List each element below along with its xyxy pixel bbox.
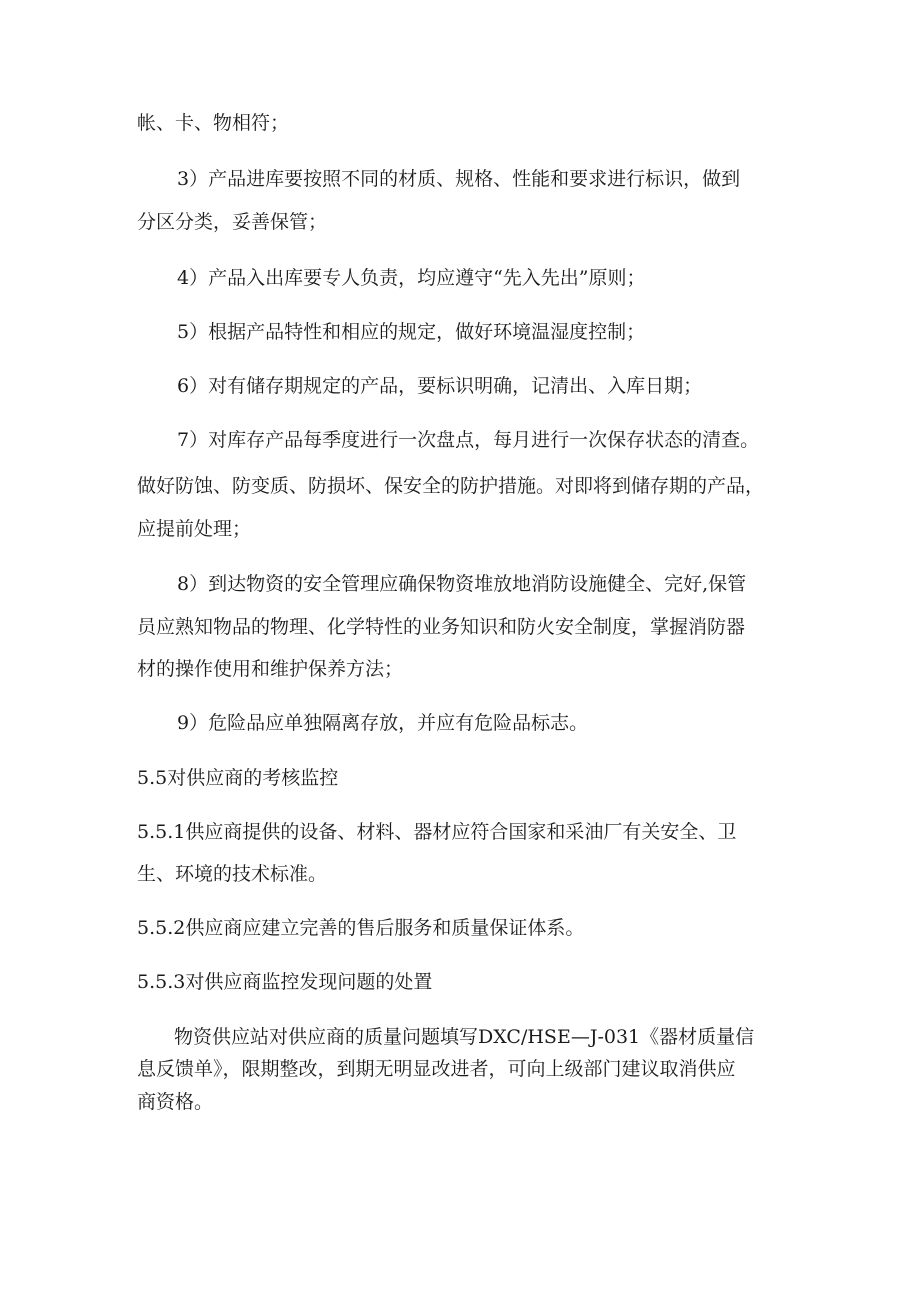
text-line: 物资供应站对供应商的质量问题填写DXC/HSE—J-031《器材质量信 (174, 1026, 755, 1048)
section-heading: 5.5对供应商的考核监控 (137, 767, 339, 789)
text-line: 5.5.1供应商提供的设备、材料、器材应符合国家和采油厂有关安全、卫 (137, 821, 737, 843)
section-heading: 5.5.3对供应商监控发现问题的处置 (137, 971, 433, 993)
text-line: 7）对库存产品每季度进行一次盘点，每月进行一次保存状态的清查。 (177, 429, 760, 451)
text-line: 商资格。 (137, 1091, 214, 1113)
text-line: 做好防蚀、防变质、防损坏、保安全的防护措施。对即将到储存期的产品， (137, 475, 765, 497)
text-line: 生、环境的技术标准。 (137, 863, 328, 885)
text-line: 5）根据产品特性和相应的规定，做好环境温湿度控制； (177, 321, 646, 343)
text-line: 应提前处理； (137, 518, 252, 540)
text-line: 9）危险品应单独隔离存放，并应有危险品标志。 (177, 712, 589, 734)
text-line: 8）到达物资的安全管理应确保物资堆放地消防设施健全、完好,保管 (177, 573, 747, 595)
text-line: 材的操作使用和维护保养方法； (137, 658, 404, 680)
text-line: 员应熟知物品的物理、化学特性的业务知识和防火安全制度，掌握消防器 (137, 616, 746, 638)
text-line: 息反馈单》，限期整改，到期无明显改进者，可向上级部门建议取消供应 (137, 1058, 736, 1080)
text-line: 帐、卡、物相符； (137, 112, 290, 134)
text-line: 3）产品进库要按照不同的材质、规格、性能和要求进行标识，做到 (177, 168, 741, 190)
text-line: 4）产品入出库要专人负责，均应遵守“先入先出”原则； (177, 267, 646, 289)
text-line: 分区分类，妥善保管； (137, 211, 328, 233)
text-line: 5.5.2供应商应建立完善的售后服务和质量保证体系。 (137, 917, 585, 939)
text-line: 6）对有储存期规定的产品，要标识明确，记清出、入库日期； (177, 375, 703, 397)
